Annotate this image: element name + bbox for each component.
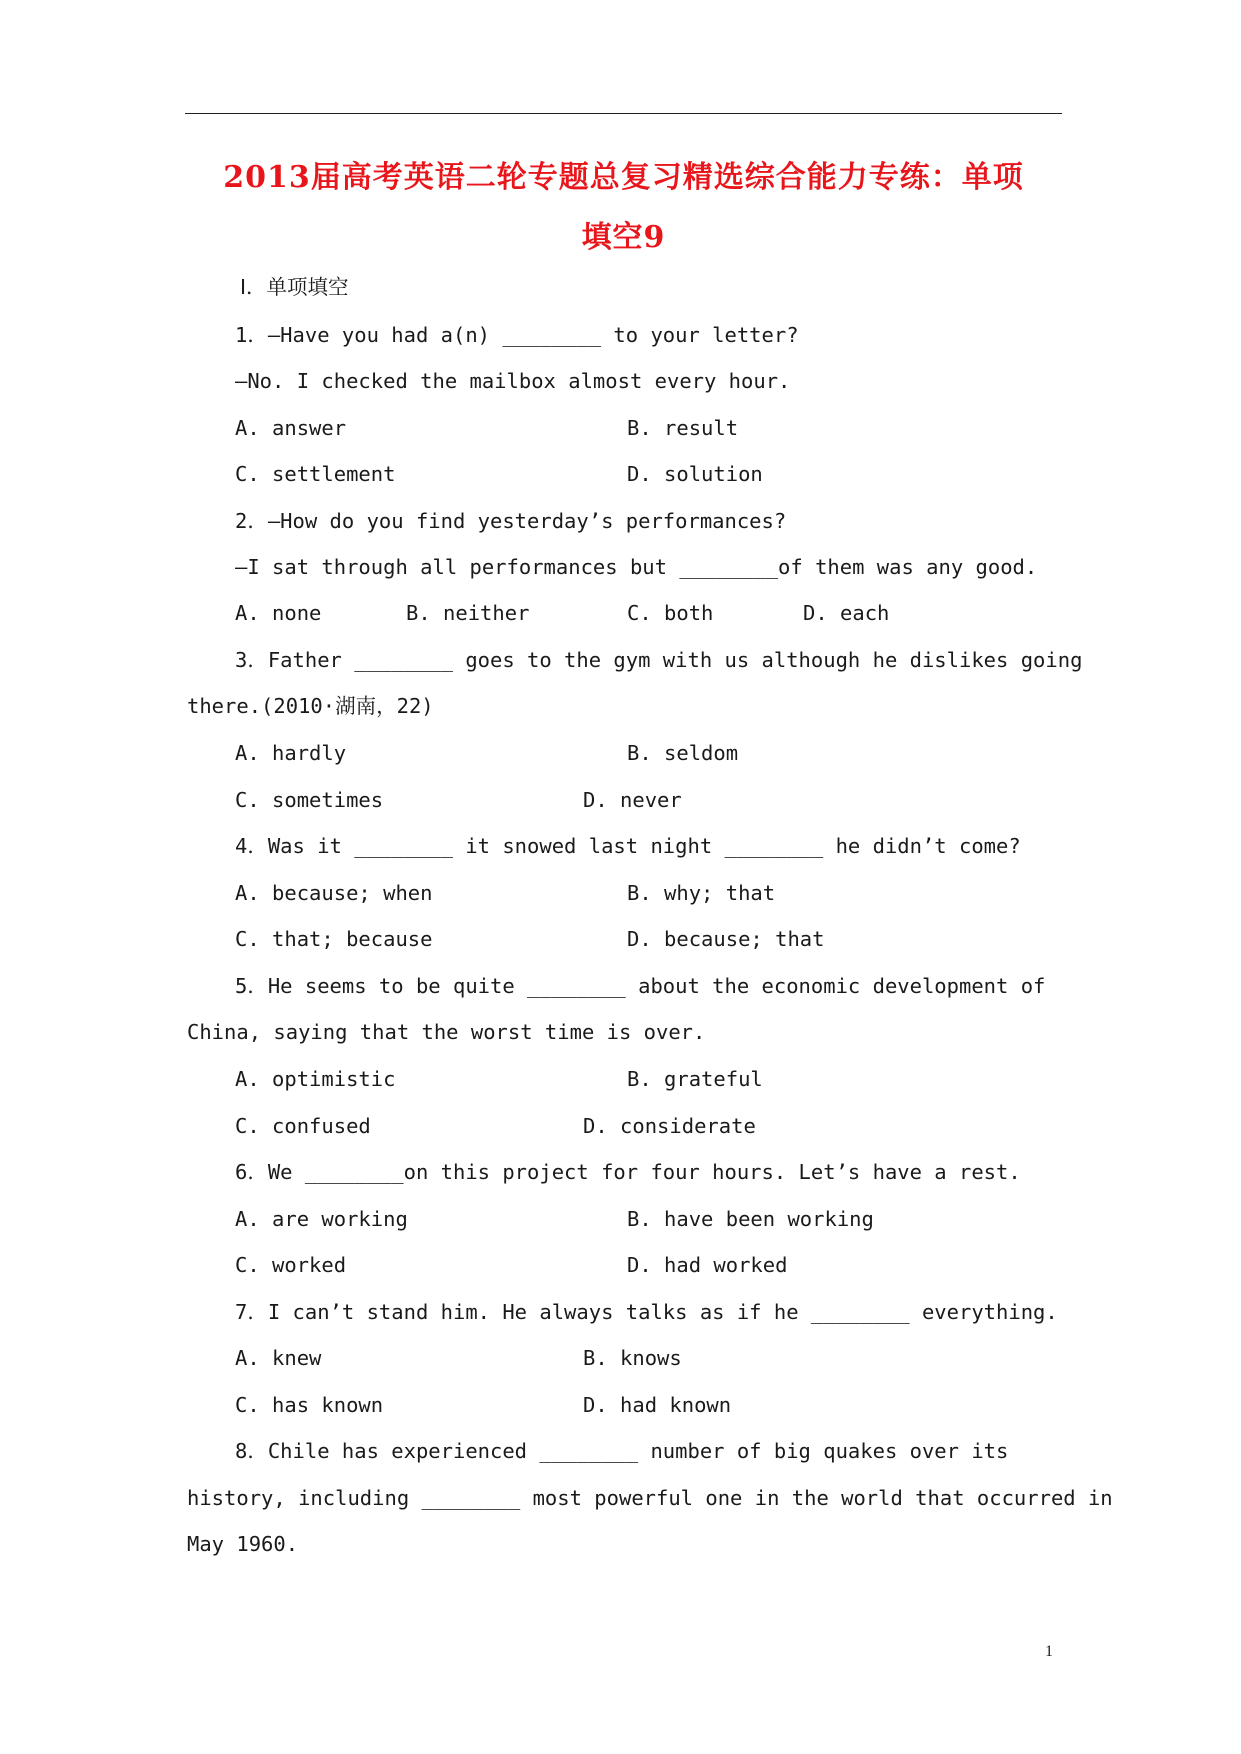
page-number: 1 (1045, 1643, 1053, 1660)
question-3-option-b: B. seldom (627, 741, 739, 765)
question-4-option-b: B. why; that (627, 881, 776, 905)
question-7-option-d: D. had known (583, 1393, 732, 1417)
header-rule (185, 113, 1062, 114)
question-4-option-a: A. because; when (235, 881, 433, 905)
question-5-option-a: A. optimistic (235, 1067, 396, 1091)
question-4-option-c: C. that; because (235, 927, 433, 951)
question-5-stem: 5．He seems to be quite ________ about the economic development of (235, 974, 1046, 998)
question-3-stem: 3．Father ________ goes to the gym with us although he dislikes going (235, 648, 1083, 672)
question-3-stem-cont: there.(2010·湖南，22) (187, 694, 434, 718)
question-1-reply: —No. I checked the mailbox almost every hour. (235, 369, 791, 393)
question-6-option-d: D. had worked (627, 1253, 788, 1277)
question-5-stem-cont: China, saying that the worst time is over. (187, 1020, 706, 1044)
question-2-option-d: D. each (803, 601, 890, 625)
question-4-option-d: D. because; that (627, 927, 825, 951)
question-8-stem-cont: history, including ________ most powerful one in the world that occurred in (187, 1486, 1113, 1510)
question-6-stem: 6．We ________on this project for four hours. Let’s have a rest. (235, 1160, 1021, 1184)
question-1-option-b: B. result (627, 416, 739, 440)
question-6-option-b: B. have been working (627, 1207, 874, 1231)
question-2-reply: —I sat through all performances but ________of them was any good. (235, 555, 1038, 579)
question-5-option-c: C. confused (235, 1114, 371, 1138)
question-2-option-c: C. both (627, 601, 714, 625)
question-2-option-b: B. neither (406, 601, 530, 625)
document-title-line-1: 2013届高考英语二轮专题总复习精选综合能力专练：单项 (223, 160, 1024, 195)
question-1-stem: 1．—Have you had a(n) ________ to your letter? (235, 323, 799, 347)
question-7-option-a: A. knew (235, 1346, 322, 1370)
question-5-option-d: D. considerate (583, 1114, 756, 1138)
question-3-option-d: D. never (583, 788, 682, 812)
question-1-option-d: D. solution (627, 462, 763, 486)
document-title-line-2: 填空9 (581, 220, 666, 255)
question-6-option-a: A. are working (235, 1207, 408, 1231)
question-1-option-c: C. settlement (235, 462, 396, 486)
section-heading: Ⅰ．单项填空 (240, 275, 349, 299)
question-3-option-c: C. sometimes (235, 788, 384, 812)
question-7-option-b: B. knows (583, 1346, 682, 1370)
question-4-stem: 4．Was it ________ it snowed last night ________ he didn’t come? (235, 834, 1021, 858)
question-2-option-a: A. none (235, 601, 322, 625)
question-2-stem: 2．—How do you find yesterday’s performances? (235, 509, 787, 533)
question-8-stem-cont-2: May 1960. (187, 1532, 299, 1556)
question-1-option-a: A. answer (235, 416, 347, 440)
question-7-option-c: C. has known (235, 1393, 384, 1417)
question-8-stem: 8．Chile has experienced ________ number of big quakes over its (235, 1439, 1009, 1463)
question-5-option-b: B. grateful (627, 1067, 763, 1091)
question-6-option-c: C. worked (235, 1253, 347, 1277)
question-7-stem: 7．I can’t stand him. He always talks as if he ________ everything. (235, 1300, 1058, 1324)
question-3-option-a: A. hardly (235, 741, 347, 765)
